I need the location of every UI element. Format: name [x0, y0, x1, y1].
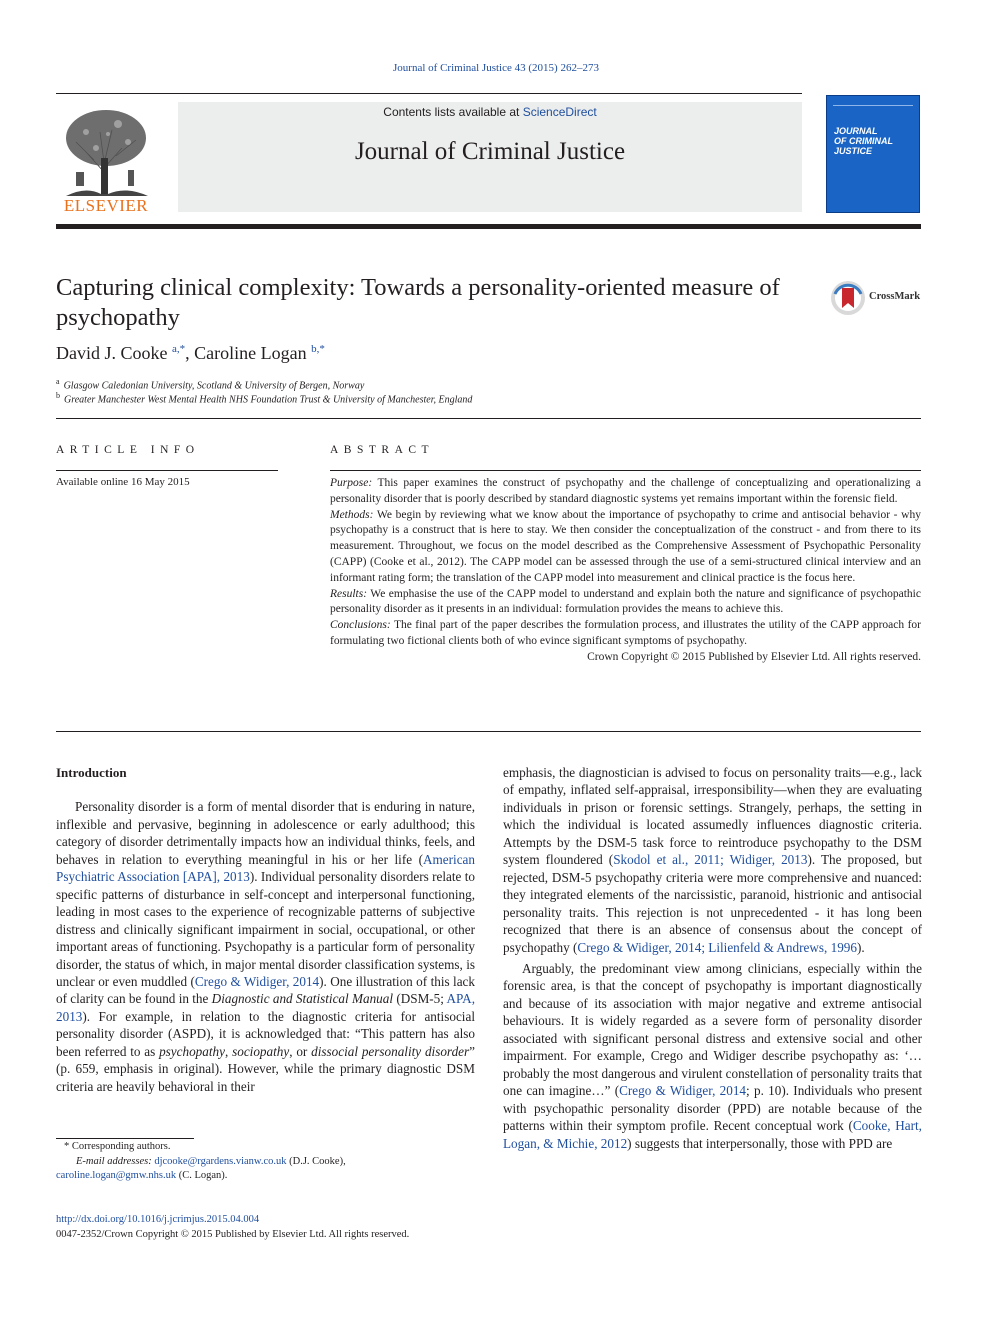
- text-run: ,: [224, 1043, 233, 1059]
- contents-available-line: [178, 105, 802, 119]
- cover-title: [834, 126, 914, 156]
- body-paragraph: [503, 764, 922, 956]
- crossmark-label: CrossMark: [869, 291, 921, 302]
- email-label: E-mail addresses:: [76, 1155, 152, 1167]
- text-run: (DSM-5;: [393, 991, 447, 1007]
- journal-citation[interactable]: Journal of Criminal Justice 43 (2015) 262–273: [393, 62, 599, 74]
- footnote-rule: [56, 1138, 194, 1139]
- body-column-right: [503, 764, 922, 1152]
- abstract-label: Conclusions:: [330, 619, 391, 632]
- corresponding-author-note: [56, 1140, 476, 1155]
- abstract-text: This paper examines the construct of psychopathy and the challenge of conceptualizing and operationalizing a personality disorder that is poorly described by standard diagnostic systems yet remains important within the forensic field.: [330, 477, 921, 505]
- article-title: Capturing clinical complexity: Towards a personality-oriented measure of psychopathy: [56, 274, 780, 331]
- affiliation-mark: a: [56, 377, 60, 386]
- italic-run: psychopathy: [159, 1043, 225, 1059]
- abstract-methods: [330, 508, 921, 587]
- reference-link[interactable]: Skodol et al., 2011; Widiger, 2013: [613, 852, 808, 868]
- cover-title-line: JUSTICE: [834, 146, 873, 156]
- header-thick-rule: [56, 224, 921, 229]
- italic-run: Diagnostic and Statistical Manual: [211, 991, 394, 1007]
- body-column-left: [56, 764, 475, 1095]
- text-run: ” (p. 659, emphasis in original). However, while the primary diagnostic DSM criteria are heavily behavioral in their: [56, 1043, 476, 1094]
- elsevier-logo[interactable]: [56, 102, 156, 214]
- affiliation-text: Glasgow Caledonian University, Scotland & University of Bergen, Norway: [63, 380, 365, 392]
- reference-link[interactable]: APA, 2013: [56, 991, 475, 1024]
- journal-cover-thumbnail[interactable]: [826, 95, 920, 213]
- author-separator: ,: [185, 343, 195, 363]
- text-run: emphasis, the diagnostician is advised to focus on personality traits—e.g., lack of empathy, inflated self-appraisal, irresponsibility—when they are evaluating individuals in prison or forensic settings. Strangely, perhaps, the setting in which the individual is located assumedly influences diagnostic criteria. Attempts by the DSM-5 task force to reintroduce psychopathy to the DSM system floundered (: [503, 765, 922, 868]
- abstract-bottom-rule: [56, 731, 921, 732]
- journal-name[interactable]: Journal of Criminal Justice: [354, 138, 626, 165]
- section-heading-introduction: Introduction: [56, 765, 127, 780]
- author-list: [56, 343, 325, 364]
- email-link[interactable]: caroline.logan@gmw.nhs.uk: [56, 1170, 177, 1181]
- cover-title-line: JOURNAL: [834, 126, 878, 136]
- contents-prefix: Contents lists available at: [383, 105, 523, 119]
- text-run: ; p. 10). Individuals who present with psychopathic personality disorder (PPD) are notable because of the patterns within their symptom profile. Recent conceptual work (: [503, 1083, 922, 1134]
- header-top-rule: [56, 93, 802, 94]
- email-footnote-cont: [56, 1169, 476, 1184]
- abstract-heading: ABSTRACT: [330, 444, 435, 456]
- abstract-results: [330, 587, 921, 619]
- author-marks[interactable]: a,*: [172, 343, 186, 355]
- affiliation-text: Greater Manchester West Mental Health NHS Foundation Trust & University of Manchester, England: [64, 394, 473, 406]
- abstract-text: The final part of the paper describes the formulation process, and illustrates the utility of the CAPP approach for formulating two fictional clients both of who evince significant symptoms of psychopathy.: [330, 619, 921, 647]
- body-paragraph: [56, 798, 475, 1095]
- article-info-rule: [56, 470, 278, 471]
- reference-link[interactable]: Crego & Widiger, 2014: [619, 1083, 747, 1099]
- abstract-rule: [330, 470, 921, 471]
- elsevier-wordmark: ELSEVIER: [63, 196, 149, 215]
- crossmark-icon: [830, 280, 866, 316]
- abstract-text: We begin by reviewing what we know about the importance of psychopathy to crime and antisocial behavior - why psychopathy is a construct that is here to stay. We then consider the conceptualization of the construct - and from there to its measurement. Throughout, we focus on the model described as the Comprehensive Assessment of Psychopathic Personality (CAPP) (Cooke et al., 2012). The CAPP model can be assessed through the use of a semi-structured clinical interview and an informant rating form; the translation of the CAPP model into measurement and clinical practice is the focus here.: [330, 508, 921, 584]
- article-info-heading: ARTICLE INFO: [56, 444, 200, 456]
- italic-run: dissocial personality disorder: [311, 1043, 470, 1059]
- crossmark-badge[interactable]: [830, 280, 926, 316]
- abstract-label: Methods:: [330, 508, 374, 521]
- reference-link[interactable]: Cooke, Hart, Logan, & Michie, 2012: [503, 1118, 922, 1151]
- reference-link[interactable]: Crego & Widiger, 2014: [194, 973, 320, 989]
- email-owner: (C. Logan).: [176, 1170, 228, 1181]
- doi-link-line: [56, 1214, 259, 1225]
- reference-link[interactable]: Crego & Widiger, 2014; Lilienfeld & Andrews, 1996: [577, 939, 857, 955]
- body-paragraph: [503, 960, 922, 1152]
- author-marks[interactable]: b,*: [311, 343, 325, 355]
- abstract-label: Results:: [330, 587, 368, 600]
- text-run: ).: [856, 939, 865, 955]
- issn-copyright: 0047-2352/Crown Copyright © 2015 Published by Elsevier Ltd. All rights reserved.: [56, 1229, 410, 1240]
- text-run: ). Individual personality disorders relate to specific patterns of disturbance in self-concept and interpersonal functioning, leading in most cases to the experience of recognizable patterns of subjective distress and clinically significant impairment in social, occupational, or other important areas of functioning. Psychopathy is a particular form of personality disorder, the status of which, in major mental disorder classification systems, is unclear or even muddled (: [56, 869, 476, 989]
- abstract-purpose: [330, 476, 921, 508]
- abstract-text: We emphasise the use of the CAPP model to understand and explain both the nature and significance of psychopathic personality disorder as it presents in an individual: formulation provides the means to achieve this.: [330, 587, 921, 616]
- cover-title-line: OF CRIMINAL: [834, 136, 893, 146]
- text-run: ) suggests that interpersonally, those with PPD are: [627, 1135, 893, 1151]
- text-run: , or: [289, 1043, 312, 1059]
- italic-run: sociopathy: [232, 1043, 290, 1059]
- cover-header-strip: [833, 100, 913, 106]
- affiliation-a: [56, 377, 364, 391]
- affiliation-mark: b: [56, 391, 60, 400]
- sciencedirect-link[interactable]: ScienceDirect: [522, 105, 597, 119]
- available-online-date: Available online 16 May 2015: [56, 476, 190, 488]
- email-footnote: [56, 1155, 476, 1170]
- email-owner: (D.J. Cooke),: [286, 1155, 346, 1167]
- footnote-star: *: [64, 1141, 72, 1152]
- text-run: ). The proposed, but rejected, DSM-5 psychopathy criteria were more comprehensive and nuanced: they integrated elements of the narcissistic, paranoid, histrionic and antisocial personality traits. This rejection is not unprecedented - it has long been recognized that there is an absence of consensus about the concept of psychopathy (: [503, 852, 922, 955]
- abstract-label: Purpose:: [330, 477, 373, 489]
- text-run: ). One illustration of this lack of clarity can be found in the: [56, 973, 475, 1007]
- abstract-copyright: Crown Copyright © 2015 Published by Elsevier Ltd. All rights reserved.: [587, 650, 921, 663]
- email-link[interactable]: djcooke@rgardens.vianw.co.uk: [154, 1155, 287, 1167]
- author-name[interactable]: Caroline Logan: [194, 343, 307, 363]
- doi-link[interactable]: http://dx.doi.org/10.1016/j.jcrimjus.2015.04.004: [56, 1214, 260, 1225]
- reference-link[interactable]: American Psychiatric Association [APA], 2013: [56, 851, 475, 885]
- footnote-text: Corresponding authors.: [71, 1141, 171, 1152]
- affiliation-b: [56, 391, 472, 405]
- abstract-conclusions: [330, 618, 921, 650]
- text-run: Arguably, the predominant view among clinicians, especially within the forensic area, is that the concept of psychopathy is important diagnostically and because of its association with major negative and extreme antisocial behaviours. It is widely regarded as a severe form of personality disorder associated with significant personal distress and extensive social and other impairment. For example, Crego and Widiger describe psychopathy as: ‘…probably the most dangerous and virulent constellation of personality traits that one can imagine…” (: [503, 960, 922, 1099]
- text-run: Personality disorder is a form of mental disorder that is enduring in nature, inflexible and pervasive, beginning in adolescence or early adulthood; this category of disorder detrimentally impacts how an individual thinks, feels, and behaves in relation to everything meaningful in his or her life (: [56, 799, 475, 867]
- title-block-rule: [56, 418, 921, 419]
- abstract-body: [330, 476, 921, 666]
- author-name[interactable]: David J. Cooke: [56, 343, 168, 363]
- footnotes: [56, 1140, 476, 1184]
- text-run: ). For example, in relation to the diagnostic criteria for antisocial personality disorder (ASPD), it is acknowledged that: “This pattern has also been referred to as: [56, 1008, 475, 1059]
